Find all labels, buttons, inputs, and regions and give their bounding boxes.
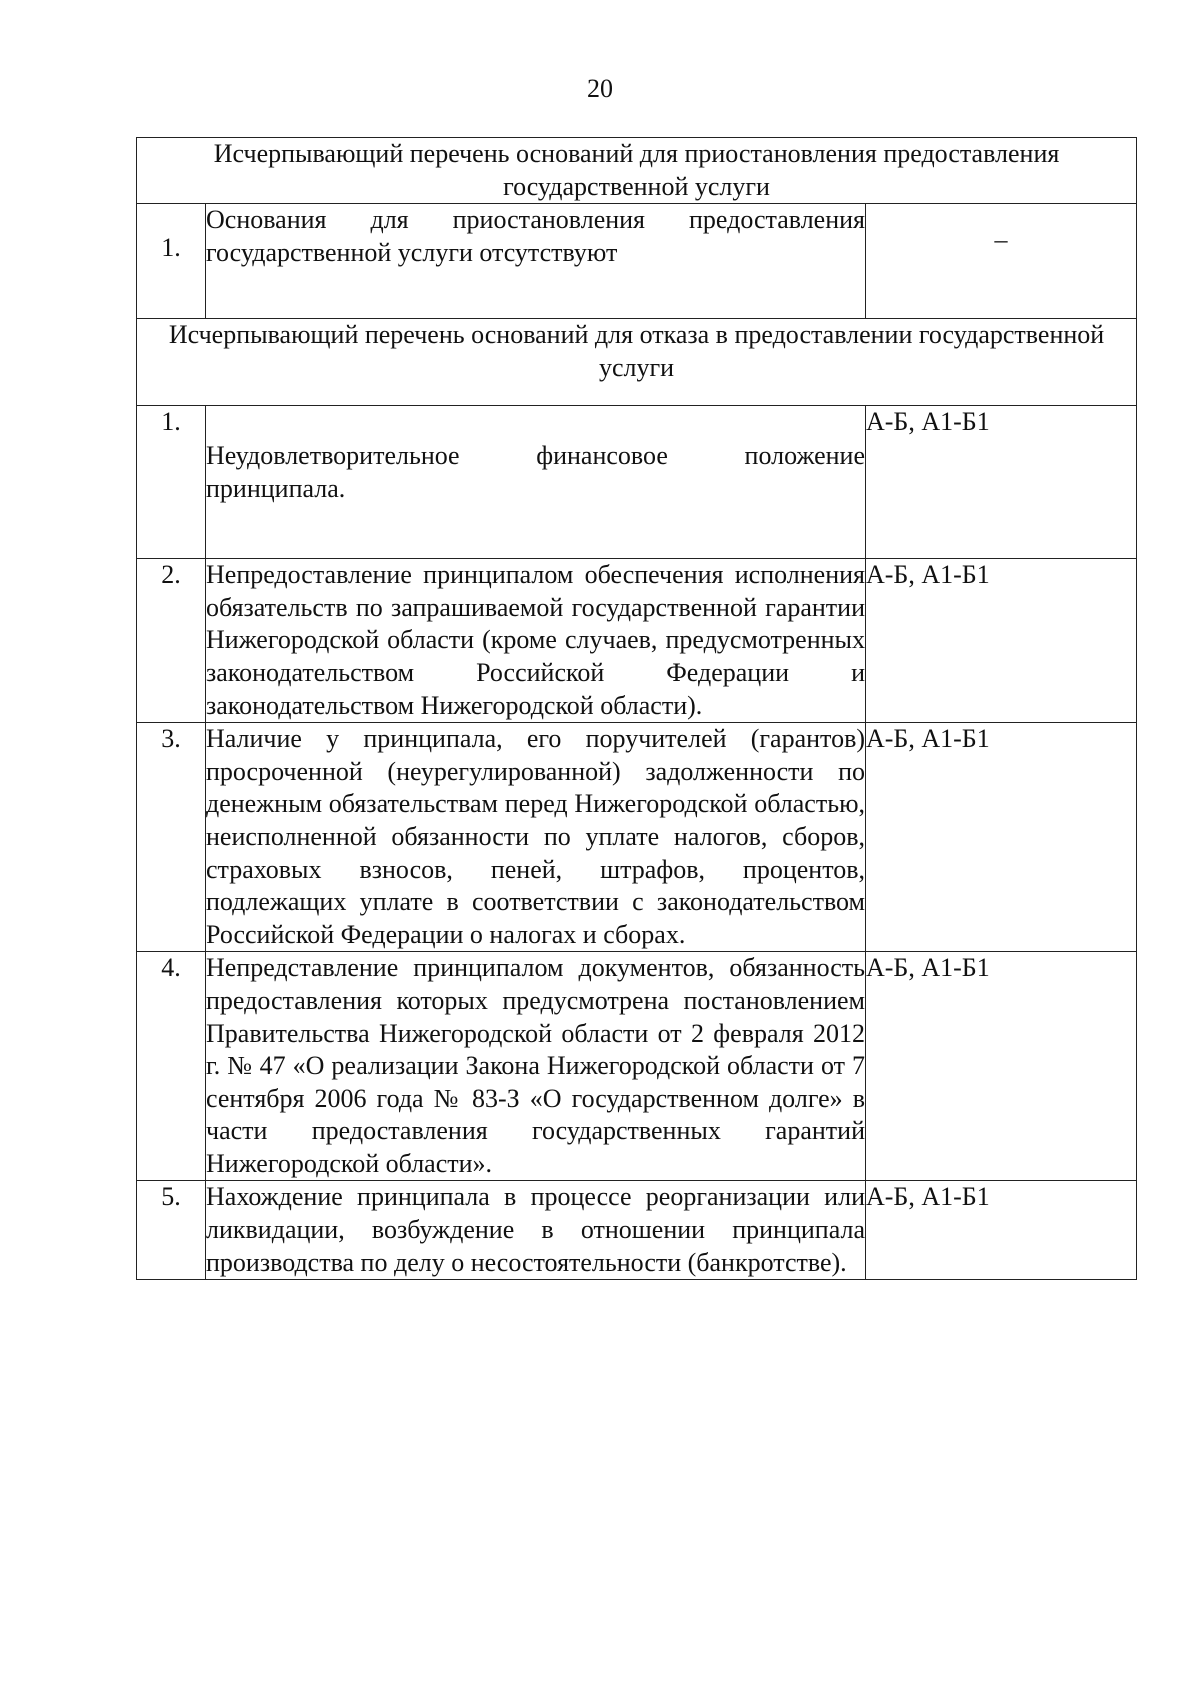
- section-heading-row: [137, 138, 1137, 204]
- row-code: А-Б, А1-Б1: [866, 559, 1137, 723]
- section-heading-row: [137, 319, 1137, 406]
- row-text: Непредставление принципалом документов, обязанность предоставления которых предусмотрена постановлением Правительства Нижегородской области от 2 февраля 2012 г. № 47 «О реализации Закона Нижегородской области от 7 сентября 2006 года № 83-З «О государственном долге» в части предоставления государственных гарантий Нижегородской области».: [206, 952, 866, 1181]
- row-number: 4.: [137, 952, 206, 1181]
- row-code: А-Б, А1-Б1: [866, 406, 1137, 559]
- row-text: Наличие у принципала, его поручителей (гарантов) просроченной (неурегулированной) задолженности по денежным обязательствам перед Нижегородской областью, неисполненной обязанности по уплате налогов, сборов, страховых взносов, пеней, штрафов, процентов, подлежащих уплате в соответствии с законодательством Российской Федерации о налогах и сборах.: [206, 723, 866, 952]
- table-row: [137, 952, 1137, 1181]
- table-row: [137, 204, 1137, 319]
- row-number: 2.: [137, 559, 206, 723]
- row-code: –: [866, 204, 1137, 319]
- grounds-table: [136, 137, 1137, 1280]
- row-number: 1.: [137, 406, 206, 559]
- row-text: Основания для приостановления предоставления государственной услуги отсутствуют: [206, 204, 866, 319]
- row-number: 3.: [137, 723, 206, 952]
- row-text: Непредоставление принципалом обеспечения исполнения обязательств по запрашиваемой государственной гарантии Нижегородской области (кроме случаев, предусмотренных законодательством Российской Федерации и законодательством Нижегородской области).: [206, 559, 866, 723]
- section-heading-suspension: Исчерпывающий перечень оснований для приостановления предоставления государственной услуги: [137, 138, 1137, 204]
- table-row: [137, 723, 1137, 952]
- row-number: 1.: [137, 204, 206, 319]
- row-code: А-Б, А1-Б1: [866, 1181, 1137, 1280]
- row-code: А-Б, А1-Б1: [866, 952, 1137, 1181]
- table-row: [137, 559, 1137, 723]
- row-code: А-Б, А1-Б1: [866, 723, 1137, 952]
- row-text: Неудовлетворительное финансовое положение принципала.: [206, 406, 866, 559]
- page-number: 20: [587, 74, 613, 103]
- row-text: Нахождение принципала в процессе реорганизации или ликвидации, возбуждение в отношении принципала производства по делу о несостоятельности (банкротстве).: [206, 1181, 866, 1280]
- table-row: [137, 406, 1137, 559]
- table-row: [137, 1181, 1137, 1280]
- section-heading-refusal: Исчерпывающий перечень оснований для отказа в предоставлении государственной услуги: [137, 319, 1137, 406]
- row-number: 5.: [137, 1181, 206, 1280]
